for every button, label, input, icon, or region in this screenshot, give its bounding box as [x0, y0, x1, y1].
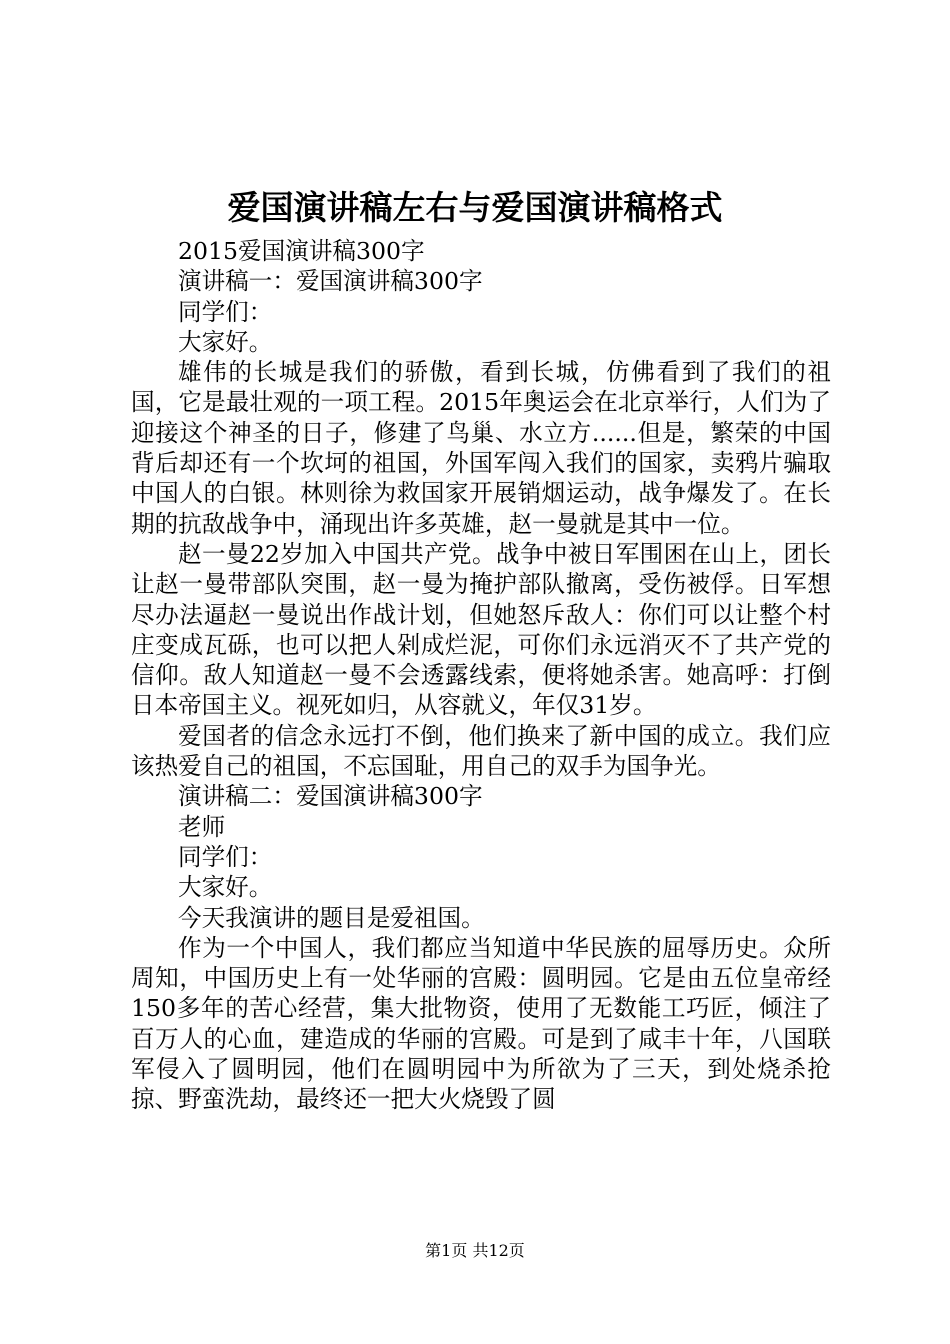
paragraph: 演讲稿一：爱国演讲稿300字 — [178, 267, 483, 296]
paragraph: 大家好。 — [178, 327, 273, 356]
paragraph: 大家好。 — [178, 873, 273, 902]
document-title: 爱国演讲稿左右与爱国演讲稿格式 — [227, 188, 723, 227]
paragraph: 作为一个中国人，我们都应当知道中华民族的屈辱历史。众所周知，中国历史上有一处华丽的宫殿：圆明园。它是由五位皇帝经150多年的苦心经营，集大批物资，使用了无数能工巧匠，倾注了百万人的心血，建造成的华丽的宫殿。可是到了咸丰十年，八国联军侵入了圆明园，他们在圆明园中为所欲为了三天，到处烧杀抢掠、野蛮洗劫，最终还一把大火烧毁了圆 — [131, 933, 831, 1114]
document-body — [131, 236, 831, 1115]
paragraph: 2015爱国演讲稿300字 — [178, 237, 425, 265]
paragraph: 同学们： — [178, 297, 273, 326]
paragraph: 雄伟的长城是我们的骄傲，看到长城，仿佛看到了我们的祖国，它是最壮观的一项工程。2015年奥运会在北京举行，人们为了迎接这个神圣的日子，修建了鸟巢、水立方......但是，繁荣的中国背后却还有一个坎坷的祖国，外国军闯入我们的国家，卖鸦片骗取中国人的白银。林则徐为救国家开展销烟运动，战争爆发了。在长期的抗敌战争中，涌现出许多英雄，赵一曼就是其中一位。 — [131, 358, 831, 538]
page-footer: 第1页 共12页 — [425, 1241, 525, 1260]
paragraph: 同学们： — [178, 842, 273, 871]
paragraph: 赵一曼22岁加入中国共产党。战争中被日军围困在山上，团长让赵一曼带部队突围，赵一曼为掩护部队撤离，受伤被俘。日军想尽办法逼赵一曼说出作战计划，但她怒斥敌人：你们可以让整个村庄变成瓦砾，也可以把人剁成烂泥，可你们永远消灭不了共产党的信仰。敌人知道赵一曼不会透露线索，便将她杀害。她高呼：打倒日本帝国主义。视死如归，从容就义，年仅31岁。 — [131, 539, 831, 720]
paragraph: 老师 — [178, 812, 226, 841]
paragraph: 演讲稿二：爱国演讲稿300字 — [178, 782, 483, 811]
paragraph: 今天我演讲的题目是爱祖国。 — [178, 903, 485, 932]
paragraph: 爱国者的信念永远打不倒，他们换来了新中国的成立。我们应该热爱自己的祖国，不忘国耻，用自己的双手为国争光。 — [131, 721, 831, 781]
